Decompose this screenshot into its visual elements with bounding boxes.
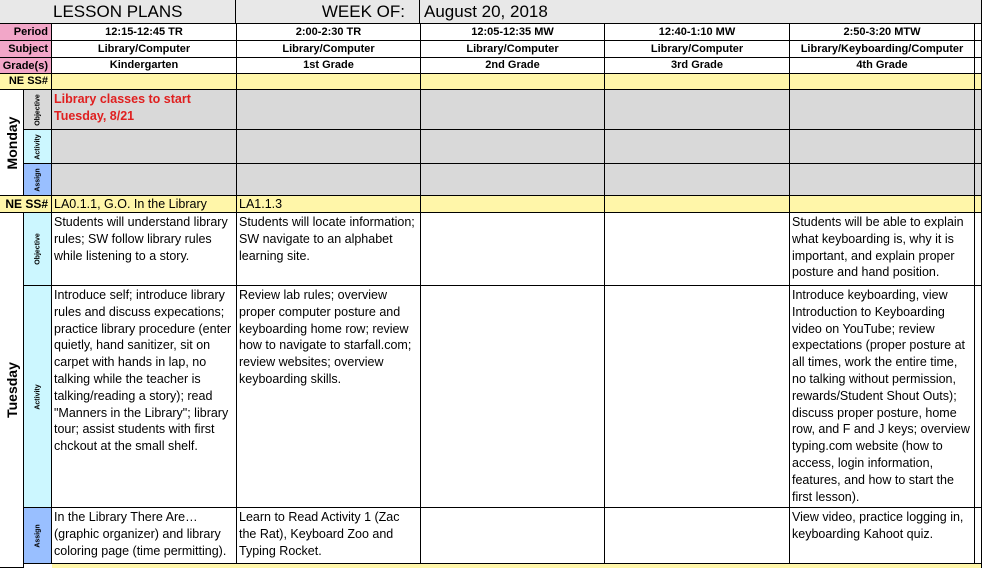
tuesday-objective-col-4[interactable] [605,213,790,286]
grade-col-1[interactable]: Kindergarten [52,58,237,74]
tuesday-assign-col-5[interactable]: View video, practice logging in, keyboarding Kahoot quiz. [790,508,975,564]
extra-col [975,164,982,196]
tuesday-day-label [0,213,24,568]
extra-col [975,58,982,74]
monday-activity-col-2[interactable] [237,130,421,164]
extra-col [975,196,982,213]
tuesday-ne-ss-col-2[interactable]: LA1.1.3 [237,196,421,213]
tuesday-objective-col-5[interactable]: Students will be able to explain what keyboarding is, why it is important, and explain proper posture and hand position. [790,213,975,286]
monday-objective-label: Objective [24,90,52,130]
tuesday-activity-col-3[interactable] [421,286,605,508]
grades-label: Grade(s) [0,58,52,74]
tuesday-assign-label: Assign [24,508,52,564]
monday-activity-col-1[interactable] [52,130,237,164]
monday-ne-ss-col-3[interactable] [421,74,605,90]
monday-assign-label: Assign [24,164,52,196]
period-col-2[interactable]: 2:00-2:30 TR [237,24,421,41]
extra-col [975,213,982,286]
grade-col-3[interactable]: 2nd Grade [421,58,605,74]
tuesday-assign-col-2[interactable]: Learn to Read Activity 1 (Zac the Rat), Keyboard Zoo and Typing Rocket. [237,508,421,564]
period-label: Period [0,24,52,41]
tuesday-activity-col-1[interactable]: Introduce self; introduce library rules and discuss expecations; practice library procedure (enter quietly, hand sanitizer, sit on carpet with hands in lap, no talking while the teacher is talking/reading a story); read "Manners in the Library"; library tour; assist students with first chckout at the small shelf. [52,286,237,508]
extra-col [975,90,982,130]
tuesday-objective-col-2[interactable]: Students will locate information; SW navigate to an alphabet learning site. [237,213,421,286]
tuesday-assign-col-3[interactable] [421,508,605,564]
tuesday-ne-ss-label: NE SS# [0,196,52,213]
monday-assign-col-5[interactable] [790,164,975,196]
subject-label: Subject [0,41,52,58]
monday-objective-col-1[interactable] [52,90,237,130]
title-cell: LESSON PLANS [0,0,236,24]
tuesday-activity-col-4[interactable] [605,286,790,508]
monday-assign-col-1[interactable] [52,164,237,196]
tuesday-objective-col-1[interactable]: Students will understand library rules; SW follow library rules while listening to a story. [52,213,237,286]
tuesday-activity-col-5[interactable]: Introduce keyboarding, view Introduction to Keyboarding video on YouTube; review expectations (proper posture at all times, work the entire time, no talking without permission, rewards/Student Shout Outs); discuss proper posture, home row, and F and J keys; overview typing.com website (how to access, login information, features, and how to start the first lesson). [790,286,975,508]
tuesday-objective-label: Objective [24,213,52,286]
subject-col-2[interactable]: Library/Computer [237,41,421,58]
extra-col [975,41,982,58]
monday-ne-ss-col-1[interactable] [52,74,237,90]
grade-col-4[interactable]: 3rd Grade [605,58,790,74]
monday-ne-ss-col-5[interactable] [790,74,975,90]
tuesday-objective-col-3[interactable] [421,213,605,286]
monday-start-note: Library classes to start Tuesday, 8/21 [54,92,191,123]
tuesday-activity-col-2[interactable]: Review lab rules; overview proper computer posture and keyboarding home row; review how to navigate to starfall.com; review websites; overview keyboarding skills. [237,286,421,508]
tuesday-ne-ss-col-1[interactable]: LA0.1.1, G.O. In the Library [52,196,237,213]
grade-col-2[interactable]: 1st Grade [237,58,421,74]
period-col-1[interactable]: 12:15-12:45 TR [52,24,237,41]
tuesday-ne-ss-col-3[interactable] [421,196,605,213]
next-row-strip [52,564,982,568]
monday-ne-ss-col-4[interactable] [605,74,790,90]
grade-col-5[interactable]: 4th Grade [790,58,975,74]
monday-ne-ss-col-2[interactable] [237,74,421,90]
subject-col-5[interactable]: Library/Keyboarding/Computer [790,41,975,58]
monday-activity-label: Activity [24,130,52,164]
monday-assign-col-3[interactable] [421,164,605,196]
monday-assign-col-4[interactable] [605,164,790,196]
week-date-cell[interactable]: August 20, 2018 [420,0,982,24]
tuesday-text: Tuesday [3,362,20,418]
monday-activity-col-4[interactable] [605,130,790,164]
period-col-5[interactable]: 2:50-3:20 MTW [790,24,975,41]
monday-ne-ss-label: NE SS# [0,74,52,90]
monday-objective-col-3[interactable] [421,90,605,130]
extra-col [975,24,982,41]
monday-activity-col-3[interactable] [421,130,605,164]
subject-col-3[interactable]: Library/Computer [421,41,605,58]
extra-col [975,286,982,508]
monday-activity-col-5[interactable] [790,130,975,164]
monday-day-label [0,90,24,196]
tuesday-ne-ss-col-5[interactable] [790,196,975,213]
monday-text: Monday [3,116,20,169]
tuesday-assign-col-1[interactable]: In the Library There Are… (graphic organizer) and library coloring page (time permitting). [52,508,237,564]
week-label-cell: WEEK OF: [236,0,420,24]
extra-col [975,74,982,90]
monday-objective-col-5[interactable] [790,90,975,130]
tuesday-ne-ss-col-4[interactable] [605,196,790,213]
period-col-3[interactable]: 12:05-12:35 MW [421,24,605,41]
subject-col-1[interactable]: Library/Computer [52,41,237,58]
monday-objective-col-4[interactable] [605,90,790,130]
monday-assign-col-2[interactable] [237,164,421,196]
monday-objective-col-2[interactable] [237,90,421,130]
subject-col-4[interactable]: Library/Computer [605,41,790,58]
tuesday-activity-label: Activity [24,286,52,508]
tuesday-assign-col-4[interactable] [605,508,790,564]
extra-col [975,130,982,164]
period-col-4[interactable]: 12:40-1:10 MW [605,24,790,41]
extra-col [975,508,982,564]
